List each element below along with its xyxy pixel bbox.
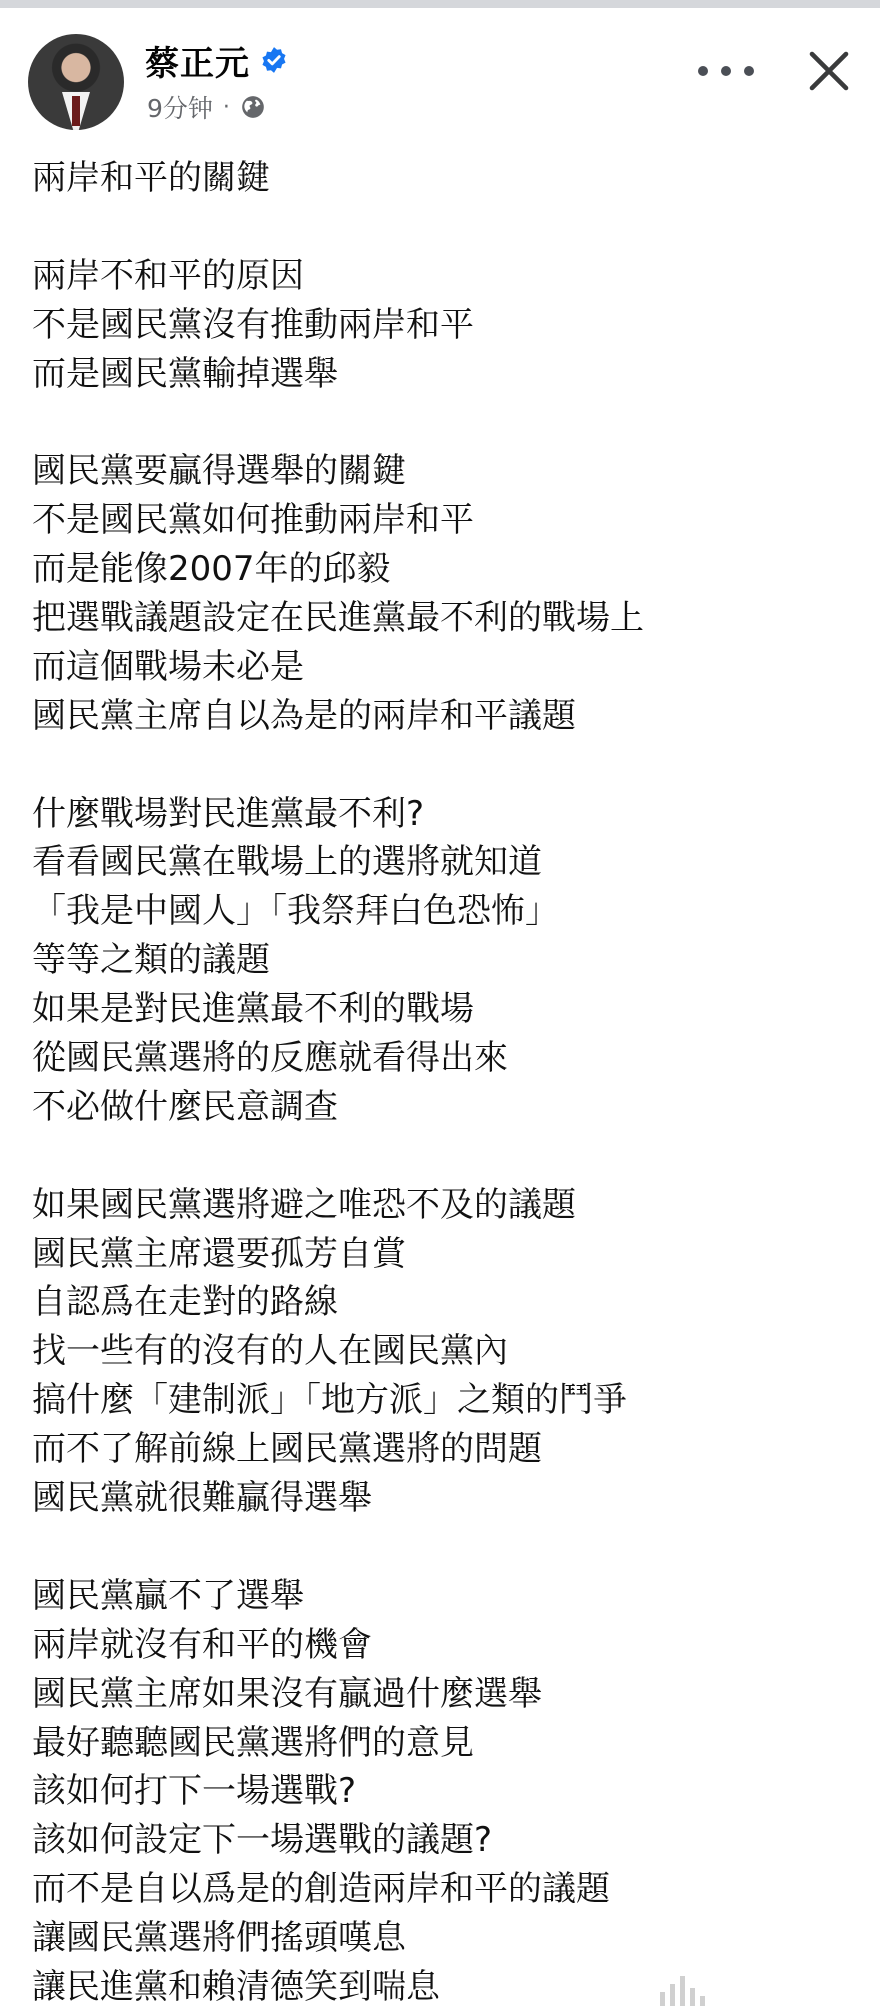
more-dot-icon — [721, 66, 731, 76]
post-line: 而是能像2007年的邱毅 — [32, 549, 391, 590]
post-meta — [147, 90, 266, 124]
post-line: 讓國民黨選將們搖頭嘆息 — [32, 1918, 406, 1959]
post-line: 等等之類的議題 — [32, 940, 270, 981]
post-line: 不是國民黨沒有推動兩岸和平 — [32, 304, 474, 345]
close-icon[interactable] — [806, 48, 852, 94]
post-line: 從國民黨選將的反應就看得出來 — [32, 1038, 508, 1079]
post-line: 如果是對民進黨最不利的戰場 — [32, 989, 474, 1030]
meta-separator: · — [222, 94, 230, 120]
author-name[interactable]: 蔡正元 — [145, 43, 250, 84]
post-line: 國民黨主席自以為是的兩岸和平議題 — [32, 695, 576, 736]
post-line — [32, 1132, 862, 1181]
post-line: 國民黨要贏得選舉的關鍵 — [32, 451, 406, 492]
post-line: 把選戰議題設定在民進黨最不利的戰場上 — [32, 598, 644, 639]
avatar-tie — [72, 96, 80, 126]
post-line: 最好聽聽國民黨選將們的意見 — [32, 1722, 474, 1763]
avatar[interactable] — [28, 34, 124, 130]
post-line: 自認爲在走對的路線 — [32, 1282, 338, 1323]
post-line: 兩岸就沒有和平的機會 — [32, 1624, 372, 1665]
top-strip — [0, 0, 880, 8]
post-line: 該如何設定下一場選戰的議題? — [32, 1820, 493, 1861]
post-line — [32, 741, 862, 790]
post-line: 國民黨贏不了選舉 — [32, 1575, 304, 1616]
post-header — [0, 18, 880, 148]
more-dot-icon — [744, 66, 754, 76]
author-row — [145, 38, 288, 82]
post-line: 而不了解前線上國民黨選將的問題 — [32, 1429, 542, 1470]
post-line: 國民黨主席還要孤芳自賞 — [32, 1233, 406, 1274]
post-text — [32, 154, 862, 2010]
post-line — [32, 203, 862, 252]
post-line: 兩岸不和平的原因 — [32, 255, 304, 296]
watermark-logo — [660, 1972, 870, 2010]
post-line: 該如何打下一場選戰? — [32, 1771, 357, 1812]
post-time[interactable]: 9分钟 — [147, 94, 213, 123]
post-line: 搞什麼「建制派」「地方派」之類的鬥爭 — [32, 1380, 627, 1421]
post-line: 不是國民黨如何推動兩岸和平 — [32, 500, 474, 541]
globe-icon[interactable] — [240, 94, 266, 120]
post-line: 而是國民黨輸掉選舉 — [32, 353, 338, 394]
post-line: 讓民進黨和賴清德笑到喘息 — [32, 1966, 440, 2007]
verified-badge-icon — [260, 46, 288, 74]
post-line: 而這個戰場未必是 — [32, 646, 304, 687]
more-dot-icon — [698, 66, 708, 76]
post-line: 國民黨就很難贏得選舉 — [32, 1478, 372, 1519]
post-line: 「我是中國人」「我祭拜白色恐怖」 — [32, 891, 559, 932]
post-line: 兩岸和平的關鍵 — [32, 158, 270, 198]
post-line: 什麼戰場對民進黨最不利? — [32, 793, 425, 834]
post-line: 找一些有的沒有的人在國民黨內 — [32, 1331, 508, 1372]
post-line: 而不是自以爲是的創造兩岸和平的議題 — [32, 1869, 610, 1910]
post-line — [32, 1523, 862, 1572]
post-line — [32, 398, 862, 447]
post-line: 看看國民黨在戰場上的選將就知道 — [32, 842, 542, 883]
post-line: 如果國民黨選將避之唯恐不及的議題 — [32, 1184, 576, 1225]
more-options-button[interactable] — [698, 56, 754, 86]
post-line: 國民黨主席如果沒有贏過什麼選舉 — [32, 1673, 542, 1714]
watermark-bars-icon — [660, 1976, 705, 2006]
post-line: 不必做什麼民意調查 — [32, 1086, 338, 1127]
